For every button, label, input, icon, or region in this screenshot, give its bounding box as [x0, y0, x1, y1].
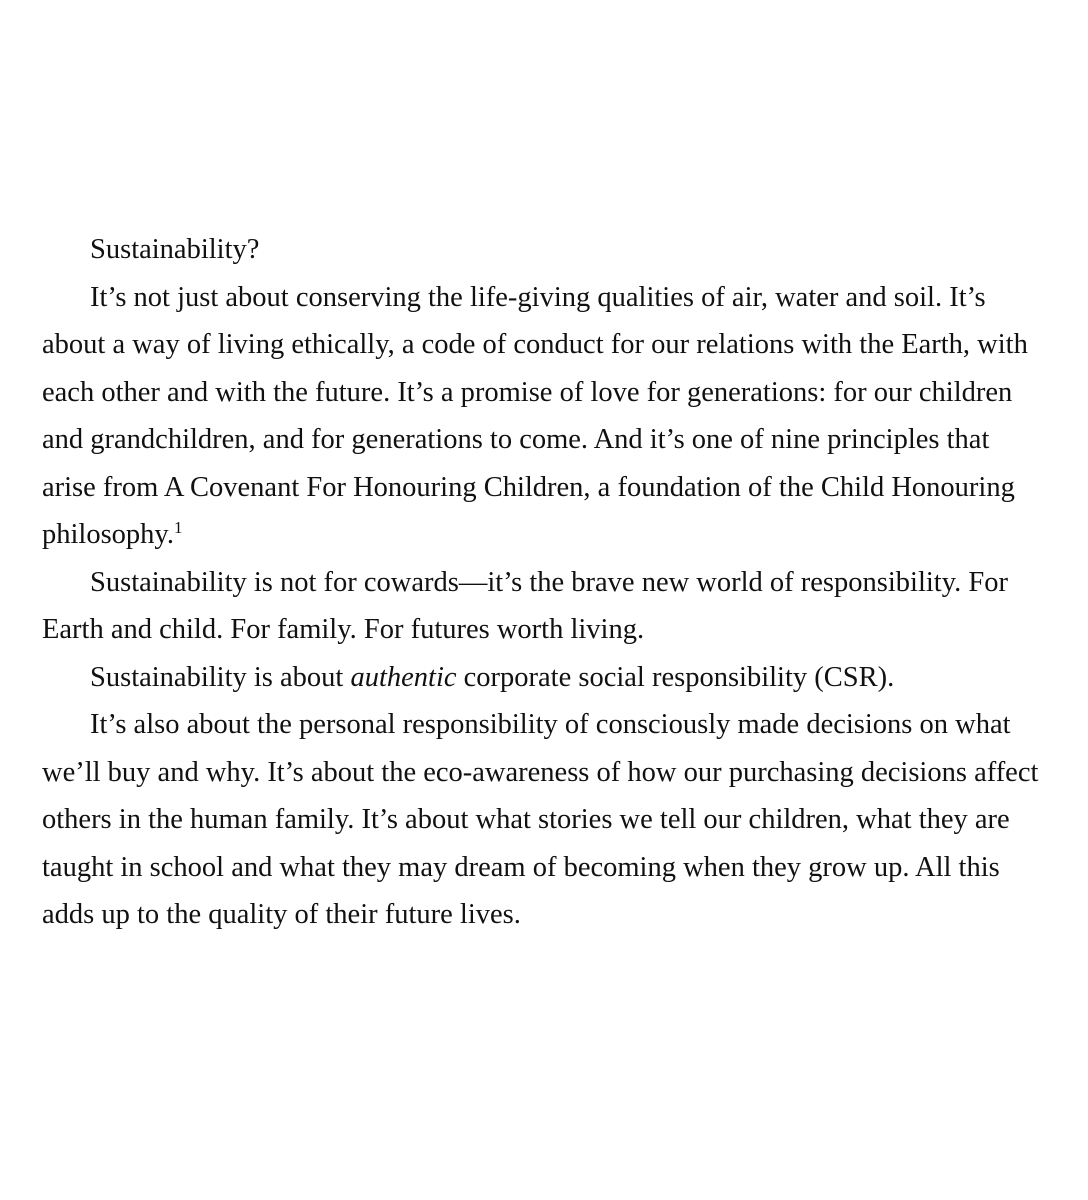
body-text — [42, 226, 1046, 939]
paragraph-question-text: Sustainability? — [90, 234, 260, 265]
paragraph-csr-text-start: Sustainability is about — [90, 661, 351, 693]
footnote-marker: 1 — [173, 518, 183, 537]
paragraph-personal — [42, 701, 1046, 939]
paragraph-question — [42, 226, 1046, 274]
paragraph-personal-text: It’s also about the personal responsibility of consciously made decisions on what we’ll buy and why. It’s about the eco-awareness of how our purchasing decisions affect others in the human family. It’s about what stories we tell our children, what they are taught in school and what they may dream of becoming when they grow up. All this adds up to the quality of their future lives. — [42, 709, 1039, 930]
paragraph-definition — [42, 274, 1046, 559]
paragraph-csr-emphasis: authentic — [350, 661, 457, 693]
paragraph-courage-text: Sustainability is not for cowards—it’s the brave new world of responsibility. For Earth and child. For family. For futures worth living. — [42, 566, 1008, 645]
paragraph-csr — [42, 654, 1046, 702]
paragraph-courage — [42, 559, 1046, 654]
paragraph-csr-text-end: corporate social responsibility (CSR). — [456, 661, 895, 693]
paragraph-definition-text: It’s not just about conserving the life-giving qualities of air, water and soil. It’s about a way of living ethically, a code of conduct for our relations with the Earth, with each other and with the future. It’s a promise of love for generations: for our children and grandchildren, and for generations to come. And it’s one of nine principles that arise from A Covenant For Honouring Children, a foundation of the Child Honouring philosophy. — [42, 281, 1028, 550]
